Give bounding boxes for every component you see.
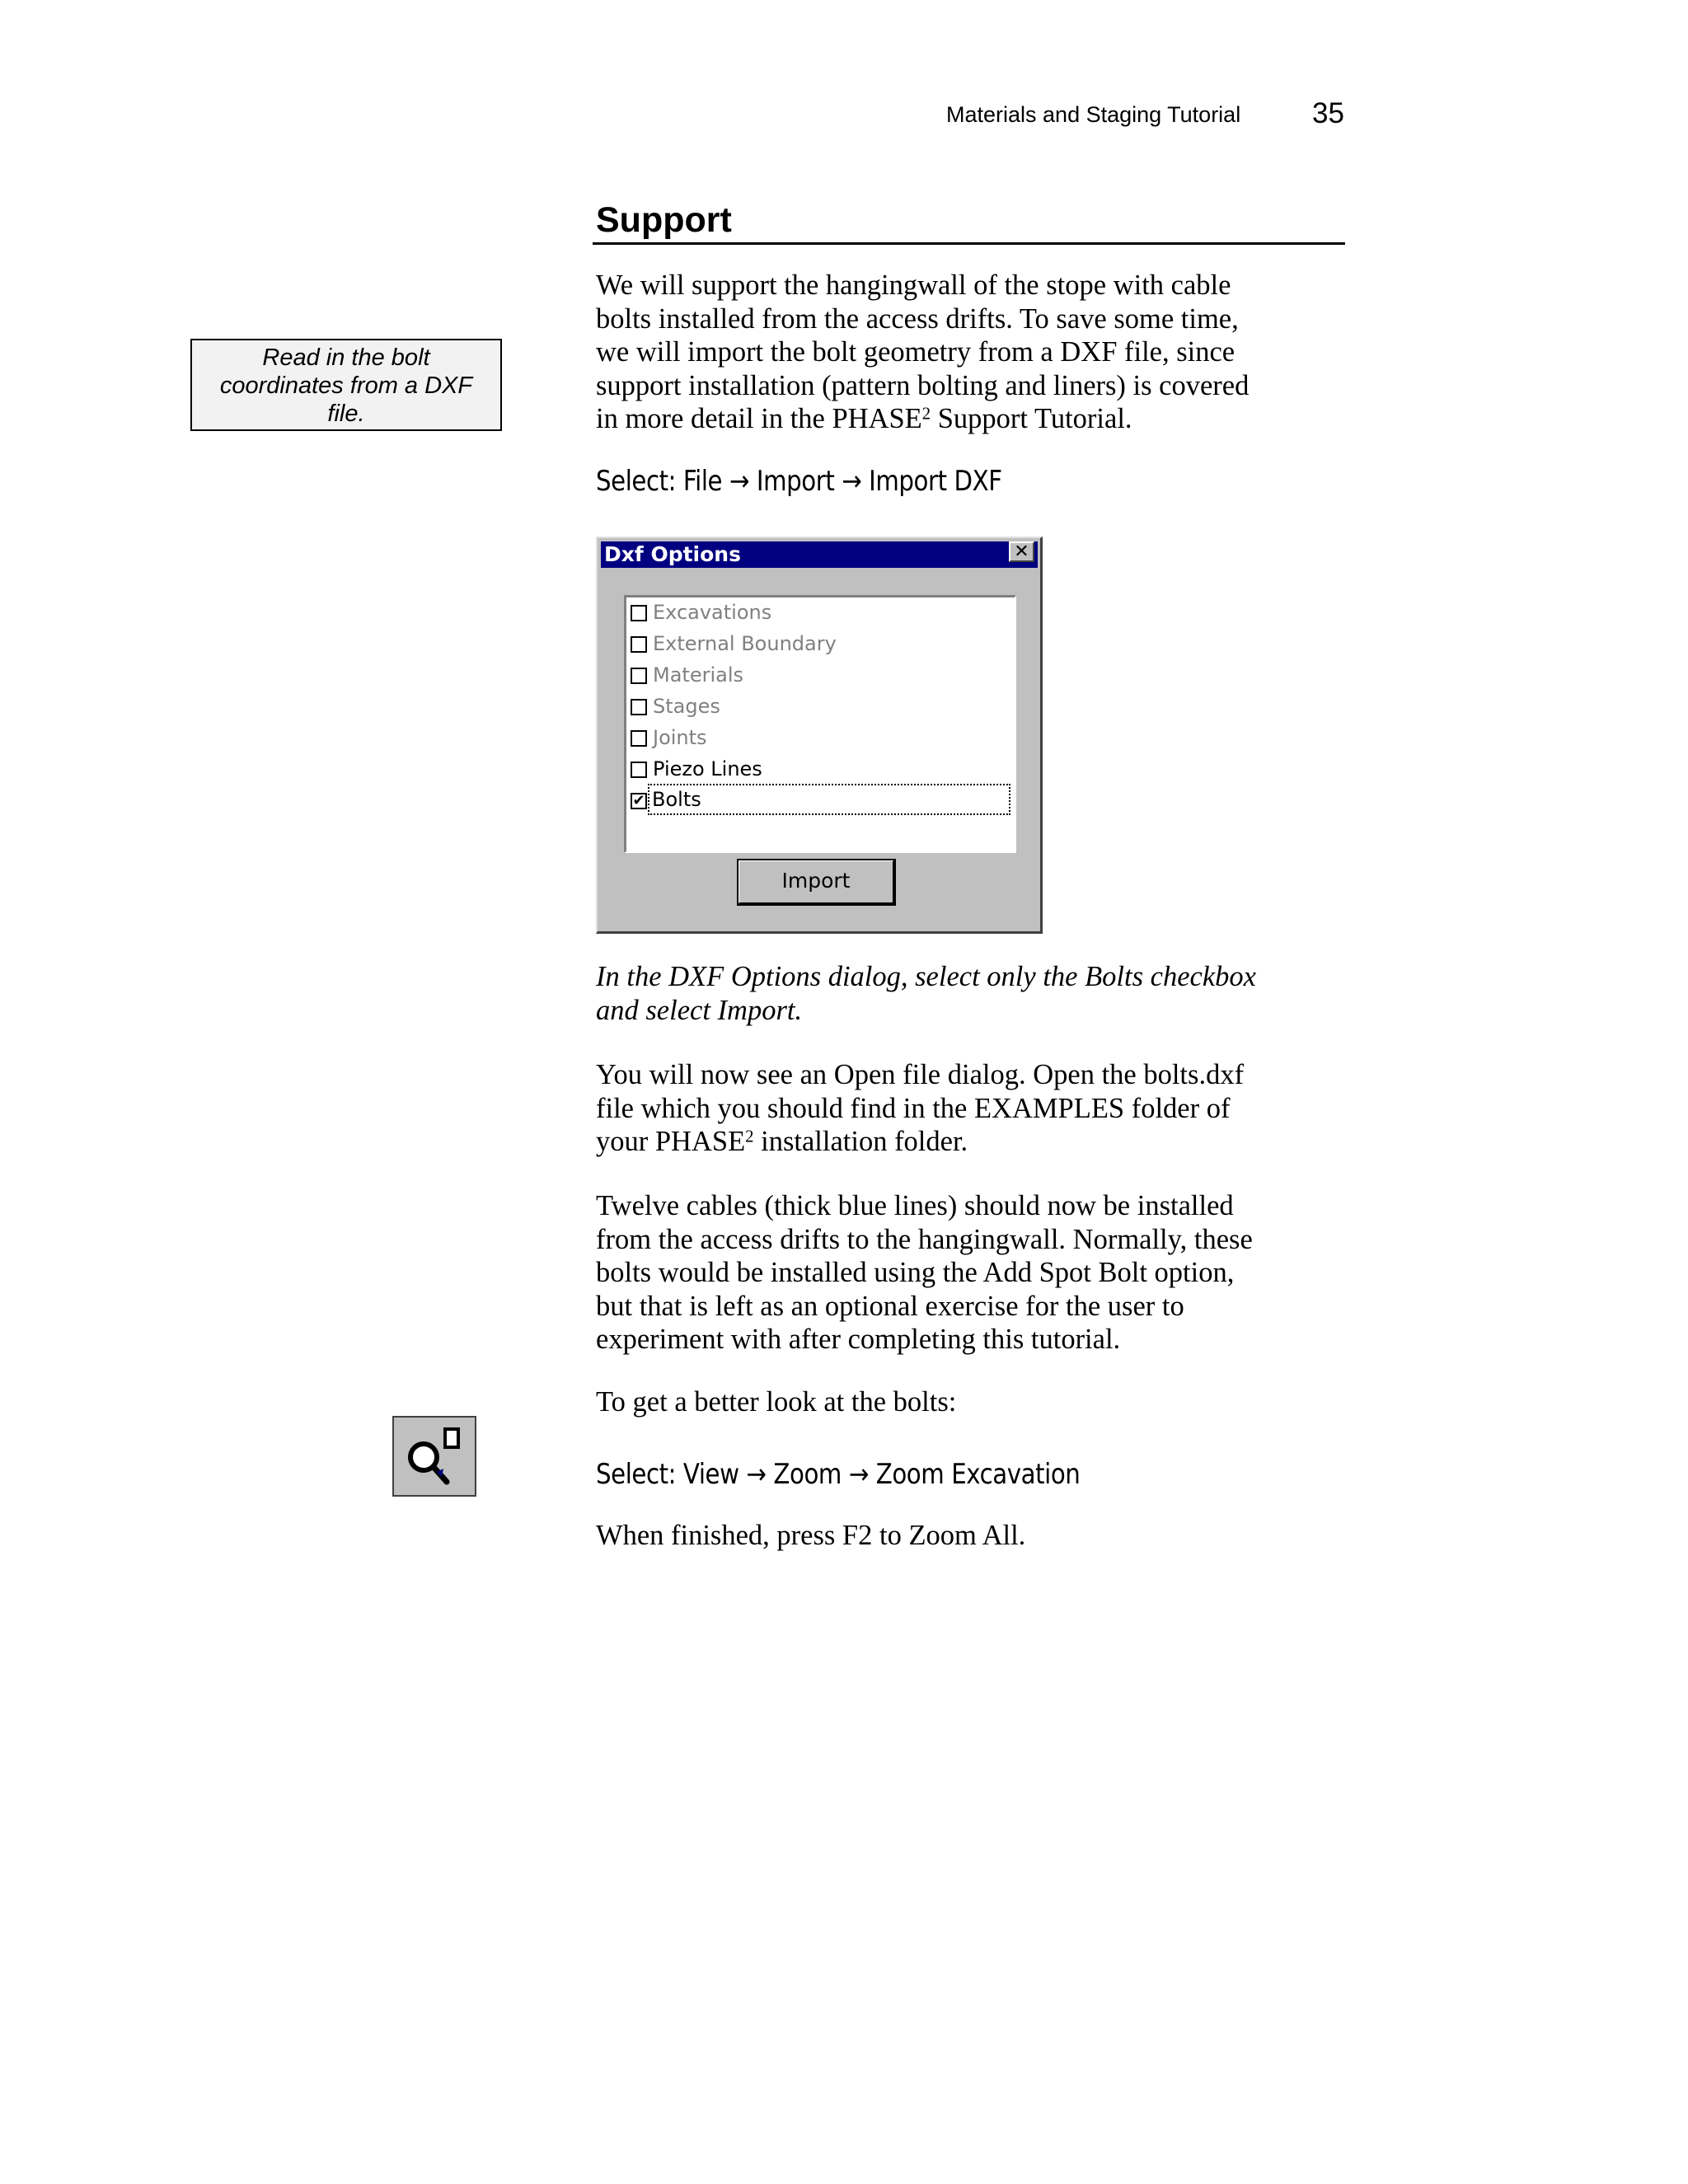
caption-line: In the DXF Options dialog, select only the Bolts checkbox [596, 961, 1256, 992]
paragraph-line: experiment with after completing this tutorial. [596, 1324, 1121, 1355]
paragraph-line: To get a better look at the bolts: [596, 1386, 957, 1418]
close-icon[interactable]: ✕ [1009, 541, 1034, 562]
paragraph-line: You will now see an Open file dialog. Open the bolts.dxf [596, 1059, 1245, 1090]
checkbox-checked[interactable]: ✔ [631, 793, 647, 809]
paragraph-line: from the access drifts to the hangingwall. Normally, these [596, 1223, 1253, 1255]
paragraph-line [596, 402, 1354, 436]
cables-paragraph [596, 1189, 1354, 1357]
finish-line [596, 1519, 1354, 1553]
section-title: Support [596, 200, 732, 240]
paragraph-line: bolts would be installed using the Add Spot Bolt option, [596, 1257, 1235, 1288]
paragraph-line: support installation (pattern bolting and liners) is covered [596, 369, 1250, 401]
margin-note-line: file. [327, 401, 365, 427]
paragraph-line: we will import the bolt geometry from a DXF file, since [596, 336, 1236, 368]
checklist-item-label: Piezo Lines [653, 757, 762, 780]
magnifier-icon [394, 1418, 475, 1495]
paragraph-text: your PHASE [596, 1126, 746, 1157]
checkbox[interactable] [631, 762, 647, 778]
checkbox[interactable] [631, 636, 647, 653]
caption-line: and select Import. [596, 994, 803, 1026]
checklist-item-label: Joints [653, 726, 707, 749]
paragraph-line: bolts installed from the access drifts. To save some time, [596, 302, 1239, 335]
paragraph-line [596, 1125, 1354, 1159]
paragraph-line: When finished, press F2 to Zoom All. [596, 1520, 1026, 1551]
layer-checklist [624, 595, 1016, 853]
margin-note-line: coordinates from a DXF [219, 373, 473, 399]
checkbox[interactable] [631, 668, 647, 684]
dxf-options-dialog [596, 537, 1043, 934]
superscript: 2 [745, 1127, 754, 1146]
checklist-item-label: External Boundary [653, 632, 837, 655]
checklist-item-label: Materials [653, 663, 744, 687]
paragraph-line: file which you should find in the EXAMPLES folder of [596, 1092, 1231, 1124]
paragraph-line: but that is left as an optional exercise for the user to [596, 1290, 1184, 1322]
checklist-item-label: Excavations [653, 601, 772, 624]
checklist-item-label: Bolts [649, 785, 1009, 813]
paragraph-text: in more detail in the PHASE [596, 403, 922, 434]
checkbox[interactable] [631, 730, 647, 747]
superscript: 2 [921, 405, 931, 424]
paragraph-line: Twelve cables (thick blue lines) should now be installed [596, 1190, 1234, 1221]
checklist-item-label: Stages [653, 695, 720, 718]
look-line [596, 1385, 1354, 1419]
menu-path-import: Select: File → Import → Import DXF [596, 465, 1002, 498]
paragraph-line: We will support the hangingwall of the stope with cable [596, 269, 1231, 301]
dialog-title-bar [601, 541, 1038, 568]
paragraph-text: installation folder. [753, 1126, 968, 1157]
page-number: 35 [1312, 97, 1344, 129]
paragraph-text: Support Tutorial. [931, 403, 1132, 434]
open-file-paragraph [596, 1058, 1354, 1159]
zoom-excavation-icon [392, 1416, 476, 1497]
import-button[interactable]: Import [738, 860, 895, 905]
dialog-title: Dxf Options [604, 542, 741, 566]
intro-paragraph [596, 269, 1354, 436]
checkbox[interactable] [631, 699, 647, 715]
menu-path-zoom: Select: View → Zoom → Zoom Excavation [596, 1458, 1081, 1491]
margin-note-line: Read in the bolt [262, 344, 430, 371]
running-header-title: Materials and Staging Tutorial [946, 102, 1241, 127]
checkbox[interactable] [631, 605, 647, 621]
section-divider [593, 242, 1345, 245]
margin-note [190, 339, 502, 431]
dialog-caption [596, 960, 1354, 1027]
